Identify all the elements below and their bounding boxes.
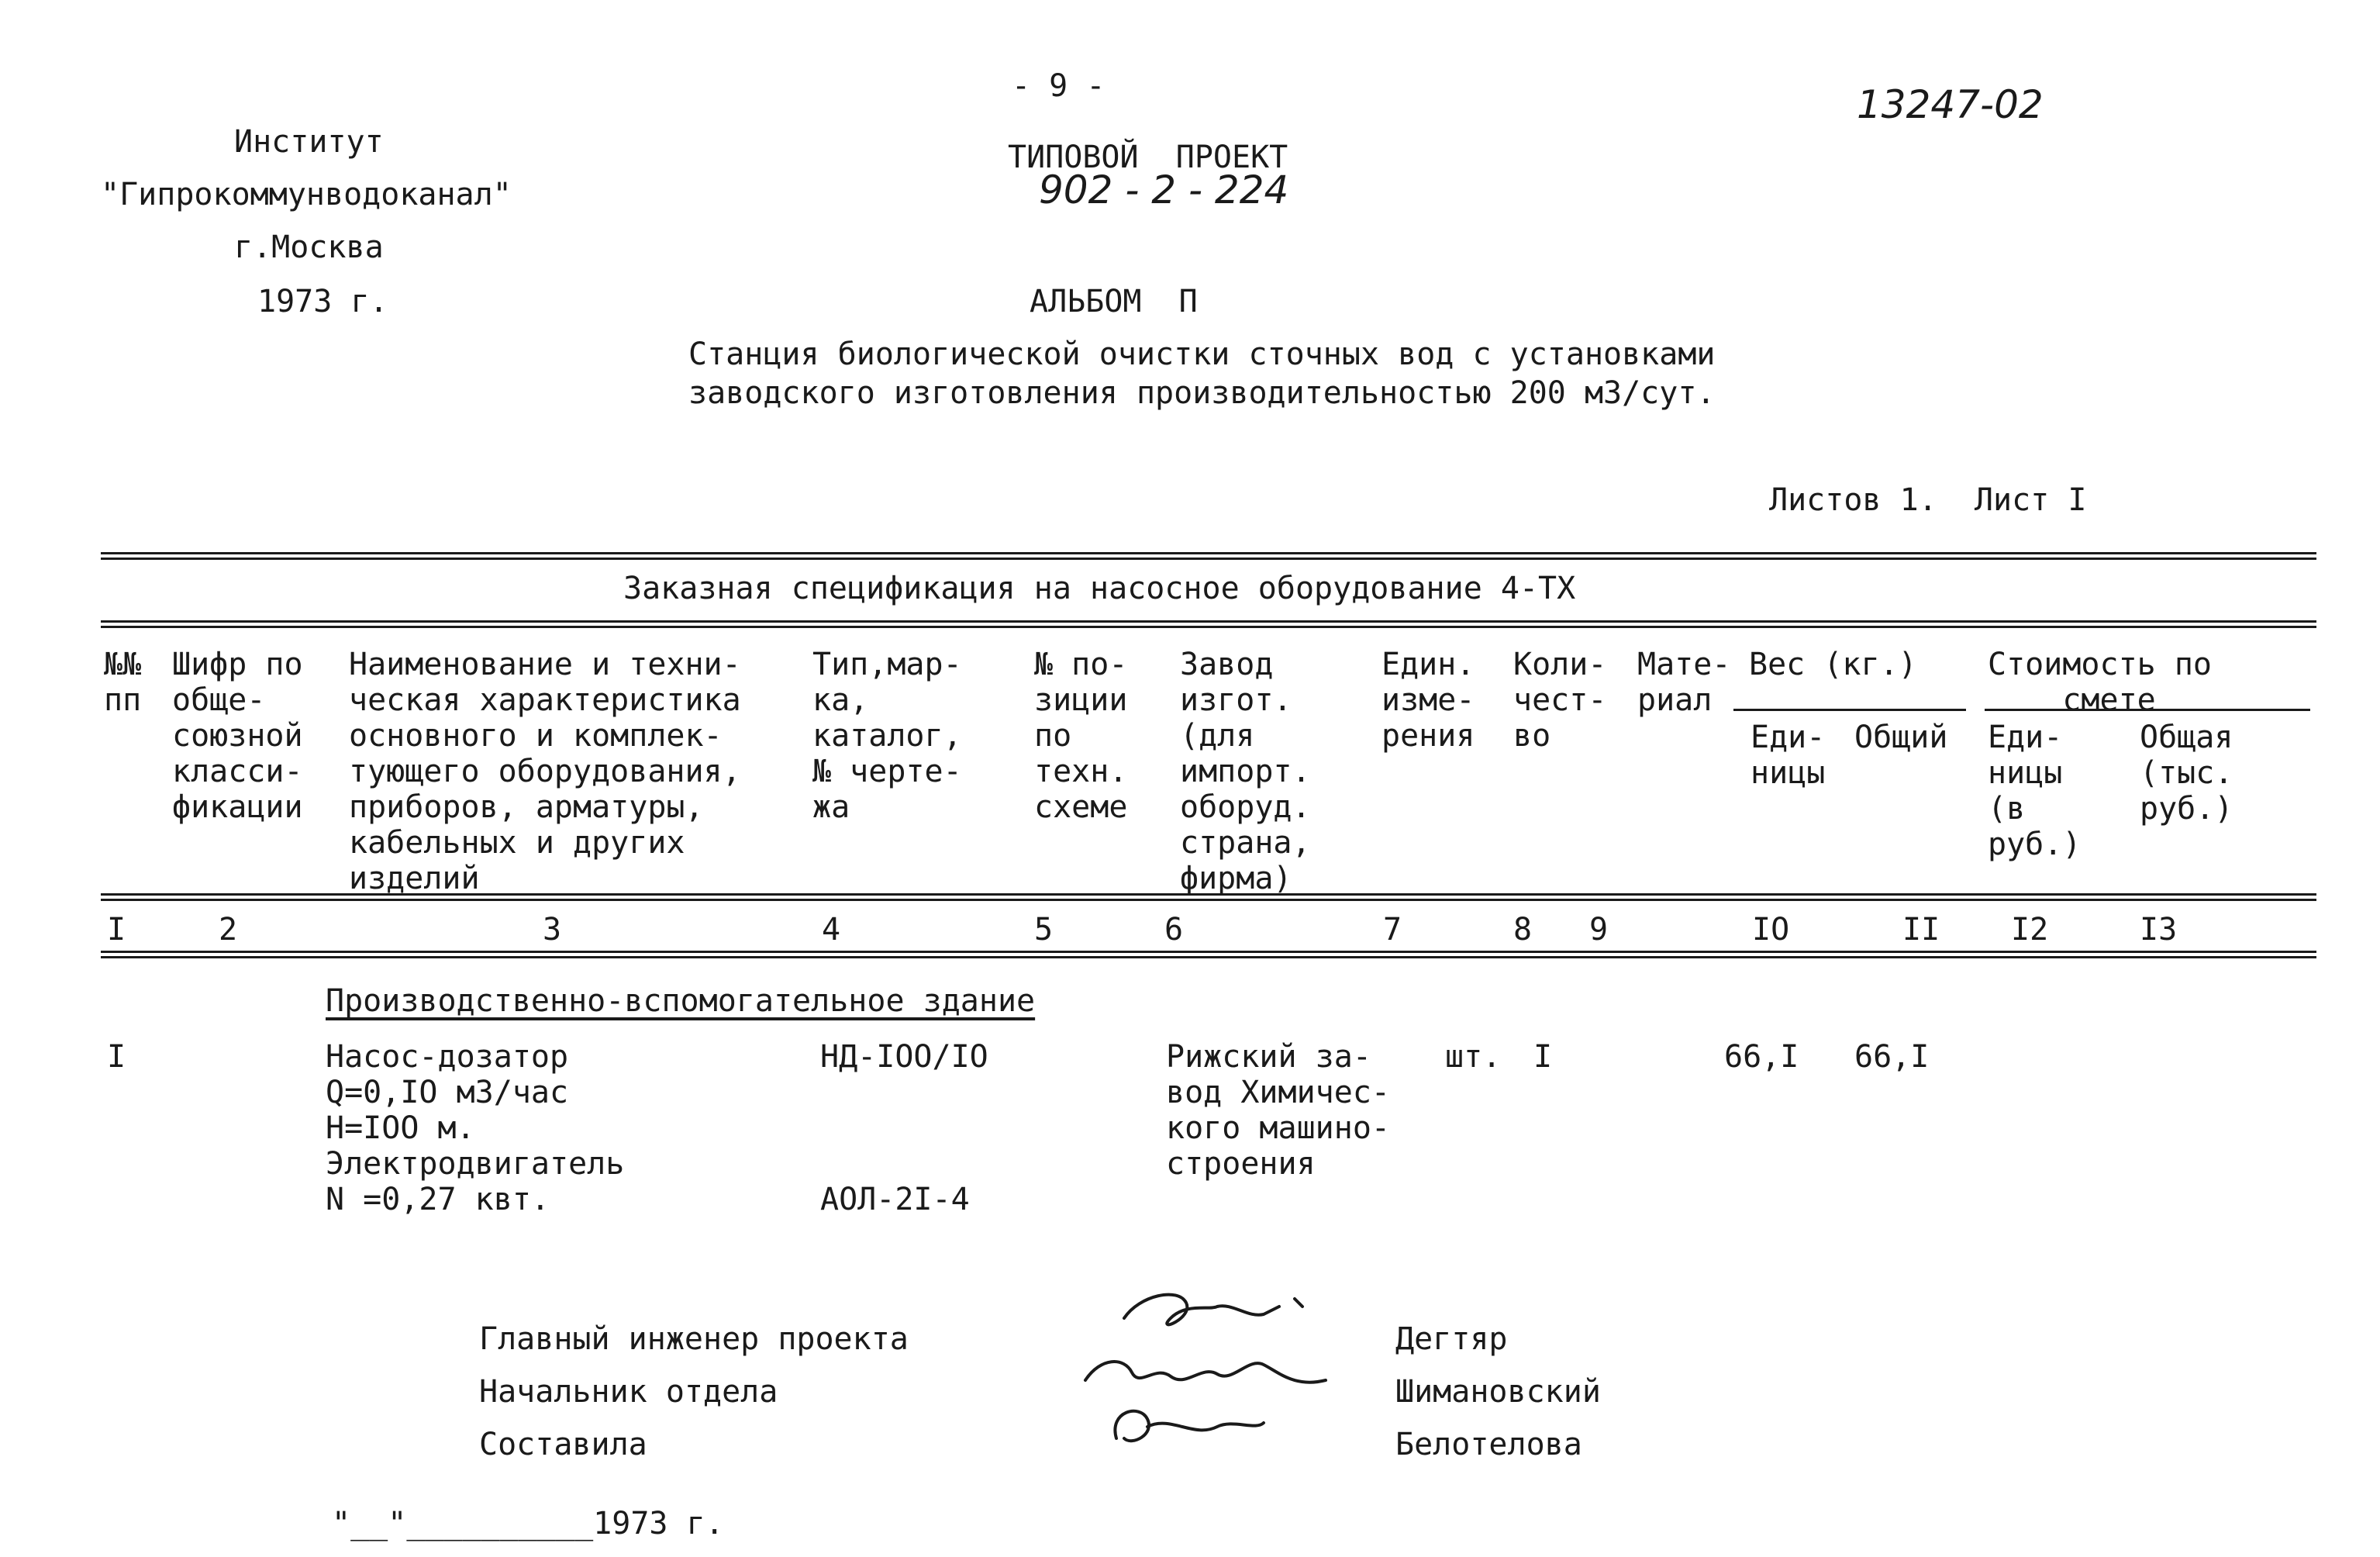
project-description-line-2: заводского изготовления производительностью 200 м3/сут. bbox=[688, 375, 1716, 411]
row-quantity: I bbox=[1533, 1039, 1553, 1075]
col-header-name: Наименование и техни- ческая характеристика основного и комплек- тующего оборудования, приборов, арматуры, кабельных и других изделий bbox=[349, 647, 741, 896]
column-numbers-top-rule bbox=[101, 893, 2316, 901]
name-belotelova: Белотелова bbox=[1395, 1427, 1582, 1462]
row-number: I bbox=[107, 1039, 126, 1075]
column-number: I3 bbox=[2140, 912, 2178, 948]
document-code: 13247-02 bbox=[1857, 82, 2044, 127]
col-header-weight-total: Общий bbox=[1854, 720, 1948, 755]
name-degtyar: Дегтяр bbox=[1395, 1321, 1508, 1357]
column-number: 2 bbox=[219, 912, 238, 948]
col-header-quantity: Коли- чест- во bbox=[1513, 647, 1607, 754]
column-number: I bbox=[107, 912, 126, 948]
row-type: НД-IOO/IO bbox=[820, 1039, 988, 1075]
institute-title: "Гипрокоммунводоканал" bbox=[101, 177, 512, 212]
column-number: 3 bbox=[543, 912, 562, 948]
album-label: АЛЬБОМ П bbox=[1030, 284, 1198, 319]
project-number: 902 - 2 - 224 bbox=[1039, 167, 1289, 212]
sheet-count: Листов 1. Лист I bbox=[1769, 482, 2087, 518]
column-number: 5 bbox=[1034, 912, 1054, 948]
row-factory: Рижский за- вод Химичес- кого машино- строения bbox=[1166, 1039, 1390, 1182]
date-line: "__"__________1973 г. bbox=[332, 1506, 724, 1541]
col-header-unit: Един. изме- рения bbox=[1381, 647, 1475, 754]
row-unit: шт. bbox=[1445, 1039, 1502, 1075]
col-header-number: №№ пп bbox=[104, 647, 142, 718]
cost-subheader-rule bbox=[1985, 709, 2310, 711]
col-header-factory: Завод изгот. (для импорт. оборуд. страна, фирма) bbox=[1180, 647, 1311, 896]
row-weight-total: 66,I bbox=[1854, 1039, 1930, 1075]
col-header-cost-unit: Еди- ницы (в руб.) bbox=[1988, 720, 2082, 862]
column-number: 7 bbox=[1383, 912, 1402, 948]
col-header-weight-unit: Еди- ницы bbox=[1751, 720, 1826, 791]
col-header-material: Мате- риал bbox=[1637, 647, 1731, 718]
project-description-line-1: Станция биологической очистки сточных вод с установками bbox=[688, 337, 1716, 372]
role-compiler: Составила bbox=[479, 1427, 647, 1462]
column-number: II bbox=[1902, 912, 1940, 948]
col-header-type: Тип,мар- ка, каталог, № черте- жа bbox=[812, 647, 962, 825]
column-number: I2 bbox=[2011, 912, 2049, 948]
institute-city: г.Москва bbox=[234, 230, 384, 265]
role-chief-engineer: Главный инженер проекта bbox=[479, 1321, 909, 1357]
col-header-cost: Стоимость по смете bbox=[1988, 647, 2212, 718]
page-number: - 9 - bbox=[1012, 68, 1105, 104]
weight-subheader-rule bbox=[1733, 709, 1966, 711]
table-top-rule bbox=[101, 552, 2316, 560]
table-header-rule bbox=[101, 620, 2316, 628]
column-number: 6 bbox=[1164, 912, 1184, 948]
row-name: Насос-дозатор Q=0,IO м3/час H=IOO м. Электродвигатель N =0,27 квт. bbox=[326, 1039, 625, 1217]
column-number: IO bbox=[1752, 912, 1790, 948]
row-weight-unit: 66,I bbox=[1724, 1039, 1799, 1075]
section-heading: Производственно-вспомогательное здание bbox=[326, 983, 1036, 1019]
institute-name: Институт bbox=[234, 124, 384, 160]
column-numbers-bottom-rule bbox=[101, 951, 2316, 958]
handwritten-signatures bbox=[1070, 1272, 1380, 1458]
col-header-cost-total: Общая (тыс. руб.) bbox=[2140, 720, 2233, 827]
row-type-motor: АОЛ-2I-4 bbox=[820, 1182, 970, 1217]
institute-year: 1973 г. bbox=[257, 284, 388, 319]
column-number: 8 bbox=[1513, 912, 1533, 948]
role-department-head: Начальник отдела bbox=[479, 1374, 778, 1410]
col-header-code: Шифр по обще- союзной класси- фикации bbox=[172, 647, 303, 825]
column-number: 4 bbox=[822, 912, 841, 948]
col-header-position: № по- зиции по техн. схеме bbox=[1034, 647, 1128, 825]
col-header-weight: Вес (кг.) bbox=[1749, 647, 1917, 682]
column-number: 9 bbox=[1589, 912, 1609, 948]
project-label: ТИПОВОЙ ПРОЕКТ bbox=[1008, 140, 1288, 175]
name-shimanovsky: Шимановский bbox=[1395, 1374, 1601, 1410]
table-title: Заказная спецификация на насосное оборудование 4-ТХ bbox=[623, 571, 1576, 606]
